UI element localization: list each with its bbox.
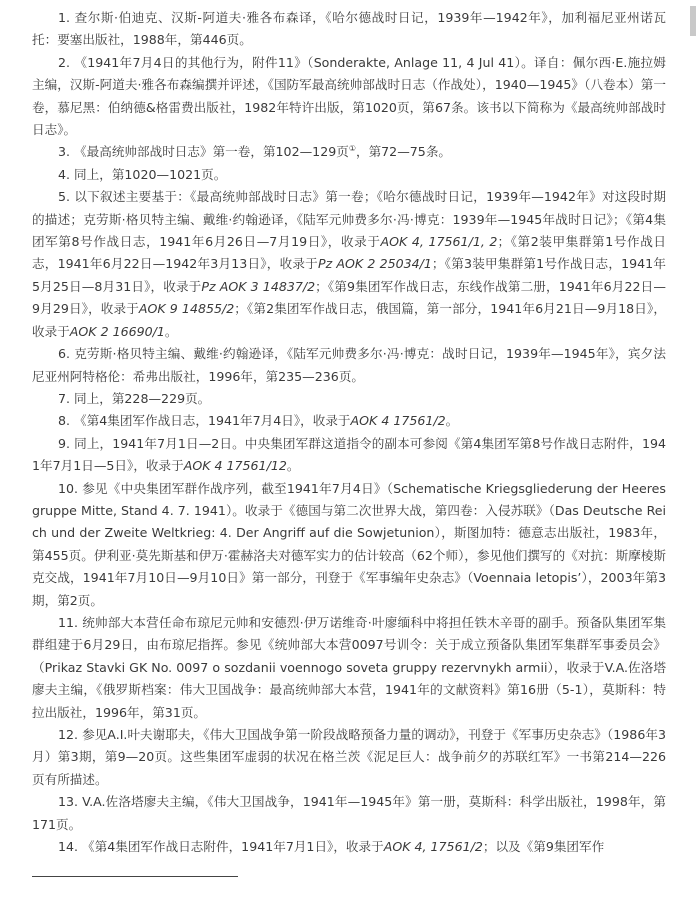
endnote-number: 11. (58, 614, 79, 630)
endnote-number: 8. (58, 413, 71, 429)
endnote-number: 1. (58, 10, 71, 25)
footnote-ref-marker: ① (348, 144, 356, 154)
endnote (32, 724, 666, 791)
archive-reference: AOK 4 17561/2 (350, 413, 446, 429)
endnote (32, 141, 666, 163)
endnote (32, 7, 666, 52)
endnote-text: 参见A.I.叶夫谢耶夫，《伟大卫国战争第一阶段战略预备力量的调动》，刊登于《军事历史杂志》（1986年3月）第3期，第9—20页。这些集团军虚弱的状况在格兰茨《泥足巨人：战争前夕的苏联红军》一书第214—226页有所描述。 (32, 727, 666, 787)
endnote-text: ；《第2装甲集群第1号作战日志，1941年6月22日—1942年3月13日》，收录于 (32, 234, 666, 272)
endnote (32, 388, 666, 410)
archive-reference: AOK 4, 17561/2 (383, 839, 483, 855)
endnote (32, 186, 666, 343)
endnote-text: 。 (164, 323, 178, 339)
endnote-text: 《最高统帅部战时日志》第一卷，第102—129页 (74, 144, 349, 160)
endnote-text: 查尔斯·伯迪克、汉斯-阿道夫·雅各布森译，《哈尔德战时日记，1939年—1942年》，加利福尼亚州诺瓦托：要塞出版社，1988年，第446页。 (32, 10, 666, 48)
endnote-text: V.A.佐洛塔廖夫主编，《伟大卫国战争，1941年—1945年》第一册，莫斯科：科学出版社，1998年，第171页。 (32, 794, 666, 832)
archive-reference: AOK 4 17561/12 (183, 458, 287, 474)
endnote-text: ，第72—75条。 (355, 144, 452, 160)
endnote-text: 同上，第1020—1021页。 (74, 166, 227, 182)
endnote-text: 。 (286, 458, 300, 474)
endnote-number: 5. (58, 189, 71, 205)
endnote-number: 7. (58, 390, 71, 406)
endnote-number: 3. (58, 144, 71, 160)
endnote (32, 612, 666, 724)
endnote-number: 10. (58, 480, 79, 496)
endnote-text: ；《第9集团军作战日志，东线作战第二册，1941年6月22日—9月29日》，收录于 (32, 278, 666, 317)
endnote-text: 同上，第228—229页。 (74, 390, 211, 406)
endnote (32, 410, 666, 432)
endnote (32, 791, 666, 836)
endnote-text: 统帅部大本营任命布琼尼元帅和安德烈·伊万诺维奇·叶廖缅科中将担任铁木辛哥的副手。预备队集团军集群组建于6月29日，由布琼尼指挥。参见《统帅部大本营0097号训令：关于成立预备队集团军集群军事委员会》（Prikaz Stavki GK No. 0097 o sozdanii voennogo soveta gruppy rezervnykh armii），收录于V.A.佐洛塔廖夫主编，《俄罗斯档案：伟大卫国战争：最高统帅部大本营，1941年的文献资料》第16册（5-1），莫斯科：特拉出版社，1996年，第31页。 (32, 614, 666, 720)
endnote-number: 2. (58, 54, 71, 70)
endnote-number: 13. (58, 794, 79, 810)
page-edge-mark (690, 6, 696, 36)
archive-reference: Pz AOK 3 14837/2 (201, 278, 316, 294)
endnote-text: 克劳斯·格贝特主编、戴维·约翰逊译，《陆军元帅费多尔·冯·博克：战时日记，1939年—1945年》，宾夕法尼亚州阿特格伦：希弗出版社，1996年，第235—236页。 (32, 346, 666, 384)
endnote (32, 836, 666, 858)
endnote-number: 4. (58, 166, 71, 182)
endnote-number: 6. (58, 346, 71, 362)
endnote-number: 9. (58, 435, 71, 451)
endnote-number: 14. (58, 839, 79, 855)
footnote-separator-rule (32, 876, 238, 877)
endnote (32, 433, 666, 478)
endnotes-list (32, 7, 666, 858)
endnote-text: 以下叙述主要基于：《最高统帅部战时日志》第一卷；《哈尔德战时日记，1939年—1942年》对这段时期的描述；克劳斯·格贝特主编、戴维·约翰逊译，《陆军元帅费多尔·冯·博克：1939年—1945年战时日记》；《第4集团军第8号作战日志，1941年6月26日—7月19日》，收录于 (32, 189, 666, 250)
endnote-text: 。 (445, 413, 459, 429)
endnote-text: 《第4集团军作战日志，1941年7月4日》，收录于 (74, 413, 351, 429)
archive-reference: AOK 2 16690/1 (69, 323, 165, 339)
endnote (32, 478, 666, 612)
endnote-text: 同上，1941年7月1日—2日。中央集团军群这道指令的副本可参阅《第4集团军第8号作战日志附件，1941年7月1日—5日》，收录于 (32, 435, 666, 474)
endnote-text: ；《第3装甲集群第1号作战日志，1941年5月25日—8月31日》，收录于 (32, 256, 666, 294)
endnote-number: 12. (58, 727, 79, 742)
endnote (32, 164, 666, 186)
archive-reference: Pz AOK 2 25034/1 (317, 256, 432, 272)
endnote-text: 参见《中央集团军群作战序列，截至1941年7月4日》（Schematische Kriegsgliederung der Heeresgruppe Mitte, Stand 4. 7. 1941）。收录于《德国与第二次世界大战，第四卷：入侵苏联》（Das Deutsche Reich und der Zweite Weltkrieg: 4. Der Angriff auf die Sowjetunion），斯图加特：德意志出版社，1983年，第455页。伊利亚·莫先斯基和伊万·霍赫洛夫对德军实力的估计较高（62个师），参见他们撰写的《对抗：斯摩棱斯克交战，1941年7月10日—9月10日》第一部分，刊登于《军事编年史杂志》（Voennaia letopis’），2003年第3期，第2页。 (32, 480, 666, 608)
archive-reference: AOK 9 14855/2 (138, 301, 235, 317)
endnote-text: ；《第2集团军作战日志，俄国篇，第一部分，1941年6月21日—9月18日》，收录于 (32, 301, 666, 339)
endnote-text: 《第4集团军作战日志附件，1941年7月1日》，收录于 (82, 839, 384, 855)
endnote (32, 52, 666, 142)
endnote-text: ；以及《第9集团军作 (482, 839, 605, 855)
endnote (32, 343, 666, 388)
archive-reference: AOK 4, 17561/1, 2 (380, 234, 498, 250)
endnote-text: 《1941年7月4日的其他行为，附件11》（Sonderakte, Anlage 11, 4 Jul 41）。译自：佩尔西·E.施拉姆主编，汉斯-阿道夫·雅各布森编撰并评述，《国防军最高统帅部战时日志（作战处），1940—1945》（八卷本）第一卷，慕尼黑：伯纳德&格雷费出版社，1982年特许出版，第1020页，第67条。该书以下简称为《最高统帅部战时日志》。 (32, 54, 666, 138)
